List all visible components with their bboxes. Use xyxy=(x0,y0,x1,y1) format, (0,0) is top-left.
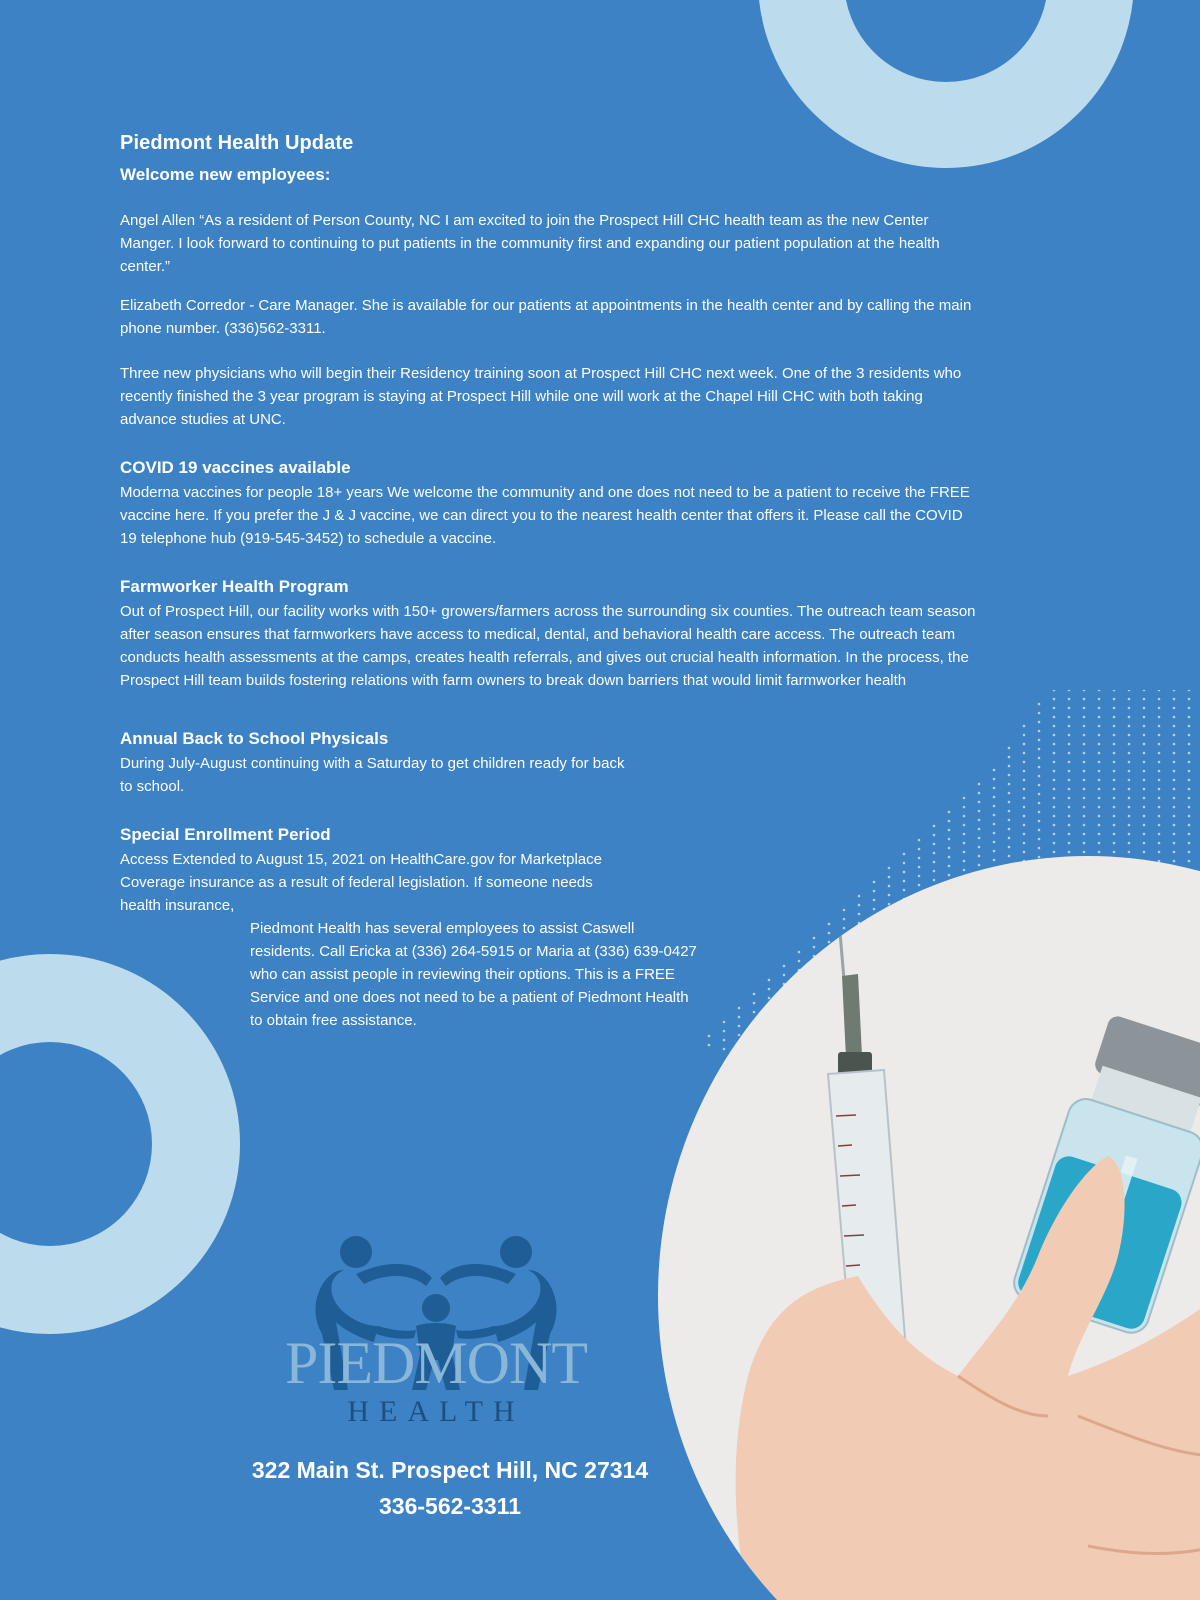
enrollment-heading: Special Enrollment Period xyxy=(120,825,331,844)
welcome-heading: Welcome new employees: xyxy=(120,165,331,184)
elizabeth-corredor-paragraph: Elizabeth Corredor - Care Manager. She is available for our patients at appointments in the health center and by calling the main phone number. (336)562-3311. xyxy=(120,297,972,337)
footer-address: 322 Main St. Prospect Hill, NC 27314 xyxy=(251,1457,649,1483)
page-title: Piedmont Health Update xyxy=(120,132,354,154)
school-physicals-heading: Annual Back to School Physicals xyxy=(120,729,389,748)
footer-contact xyxy=(150,1452,750,1524)
footer-phone: 336-562-3311 xyxy=(379,1493,521,1519)
physicians-paragraph: Three new physicians who will begin their Residency training soon at Prospect Hill CHC next week. One of the 3 residents who recently finished the 3 year program is staying at Prospect Hill while one will work at the Chapel Hill CHC with both taking advance studies at UNC. xyxy=(120,365,962,428)
farmworker-paragraph: Out of Prospect Hill, our facility works with 150+ growers/farmers across the surrounding six counties. The outreach team season after season ensures that farmworkers have access to medical, dental, and behavioral health care access. The outreach team conducts health assessments at the camps, creates health referrals, and gives out crucial health information. In the process, the Prospect Hill team builds fostering relations with farm owners to break down barriers that would limit farmworker health xyxy=(120,603,976,689)
logo-wordmark: PIEDMONT xyxy=(285,1330,587,1396)
covid-paragraph: Moderna vaccines for people 18+ years We welcome the community and one does not need to be a patient to receive the FREE vaccine here. If you prefer the J & J vaccine, we can direct you to the nearest health center that offers it. Please call the COVID 19 telephone hub (919-545-3452) to schedule a vaccine. xyxy=(120,484,970,547)
angel-allen-paragraph: Angel Allen “As a resident of Person County, NC I am excited to join the Prospect Hill CHC health team as the new Center Manger. I look forward to continuing to put patients in the community first and expanding our patient population at the health center.” xyxy=(120,212,940,275)
school-physicals-paragraph: During July-August continuing with a Saturday to get children ready for back to school. xyxy=(120,755,625,795)
logo-subtitle: HEALTH xyxy=(347,1395,525,1428)
main-content xyxy=(120,132,980,1032)
enrollment-paragraph-part2: Piedmont Health has several employees to assist Caswell residents. Call Ericka at (336) 264-5915 or Maria at (336) 639-0427 who can assist people in reviewing their options. This is a FREE Service and one does not need to be a patient of Piedmont Health to obtain free assistance. xyxy=(250,920,697,1029)
enrollment-paragraph-part1: Access Extended to August 15, 2021 on HealthCare.gov for Marketplace Coverage insurance as a result of federal legislation. If someone needs health insurance, xyxy=(120,851,602,914)
farmworker-heading: Farmworker Health Program xyxy=(120,577,349,596)
covid-heading: COVID 19 vaccines available xyxy=(120,458,351,477)
